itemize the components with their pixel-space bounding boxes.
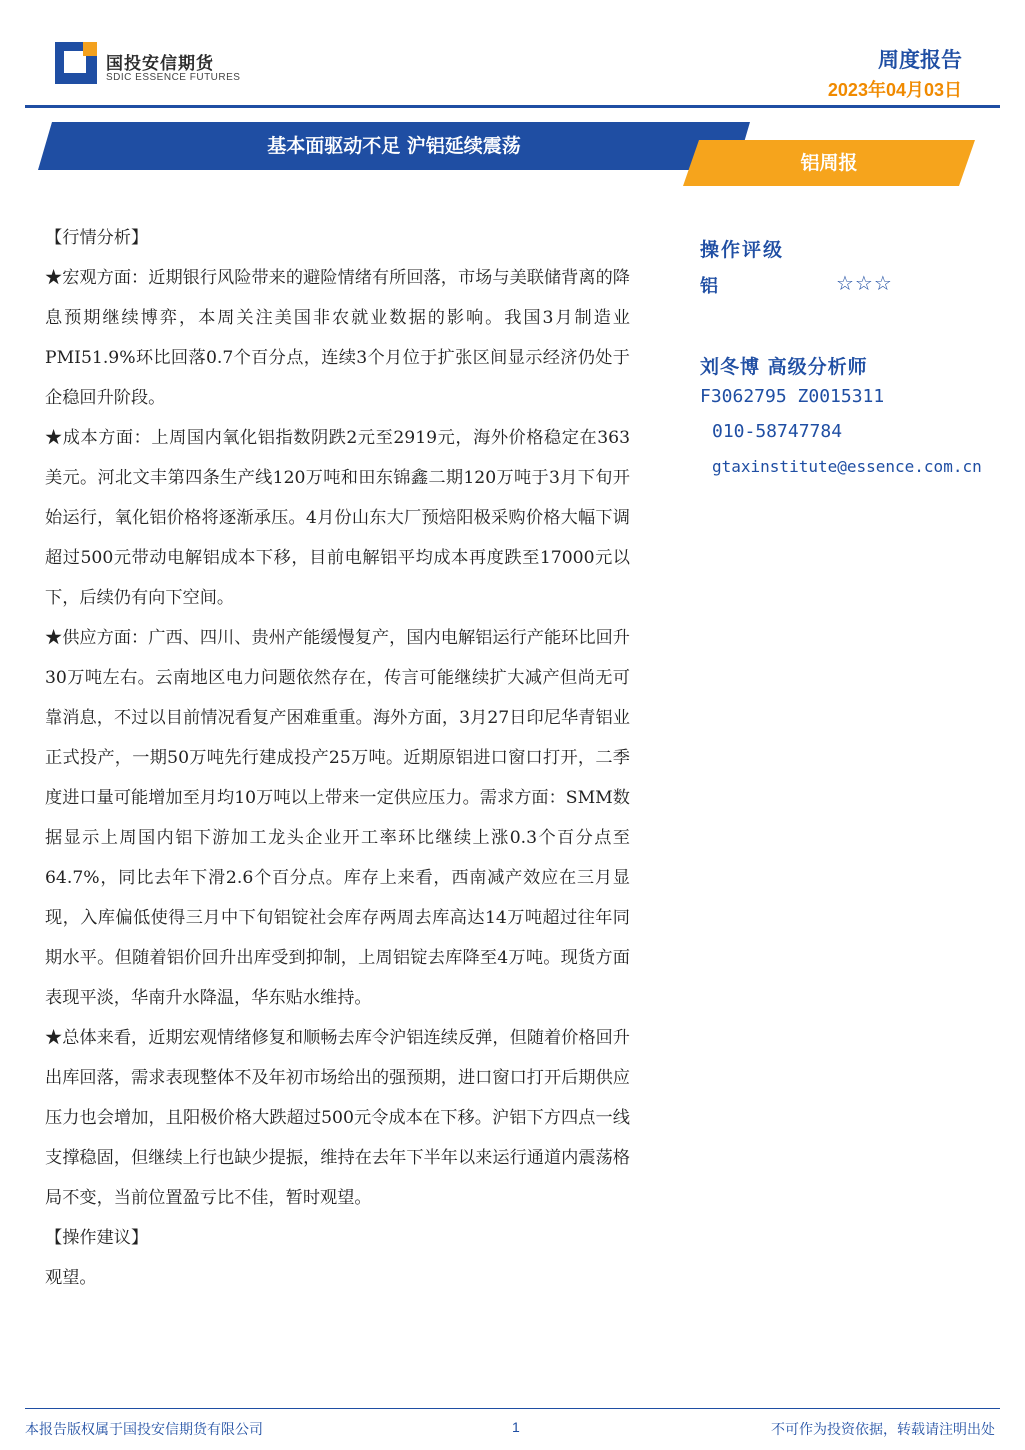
- main-content: [45, 218, 630, 1298]
- brand-name-en: SDIC ESSENCE FUTURES: [106, 72, 241, 83]
- logo-orange-square: [83, 42, 97, 56]
- section-heading-advice: 【操作建议】: [45, 1228, 149, 1248]
- rating-title: 操作评级: [700, 239, 785, 261]
- section-heading-market-analysis: 【行情分析】: [45, 228, 149, 248]
- brand-name-cn: 国投安信期货: [106, 54, 214, 74]
- analyst-email[interactable]: gtaxinstitute@essence.com.cn: [712, 457, 982, 476]
- footer-divider: [25, 1408, 1000, 1409]
- footer-disclaimer: 不可作为投资依据，转载请注明出处: [771, 1422, 995, 1438]
- company-logo: [55, 42, 97, 84]
- report-subtitle: 铝周报: [800, 152, 858, 174]
- report-date: 2023年04月03日: [827, 80, 962, 100]
- analyst-phone: 010-58747784: [712, 421, 843, 442]
- paragraph-overall: ★总体来看，近期宏观情绪修复和顺畅去库令沪铝连续反弹，但随着价格回升出库回落，需求表现整体不及年初市场给出的强预期，进口窗口打开后期供应压力也会增加，且阳极价格大跌超过500元令成本在下移。沪铝下方四点一线支撑稳固，但继续上行也缺少提振，维持在去年下半年以来运行通道内震荡格局不变，当前位置盈亏比不佳，暂时观望。: [45, 1028, 630, 1208]
- report-type: 周度报告: [878, 48, 962, 72]
- header-divider: [25, 105, 1000, 108]
- footer-copyright: 本报告版权属于国投安信期货有限公司: [25, 1422, 263, 1438]
- analyst-name: 刘冬博 高级分析师: [700, 356, 868, 378]
- paragraph-cost: ★成本方面：上周国内氧化铝指数阴跌2元至2919元，海外价格稳定在363美元。河北文丰第四条生产线120万吨和田东锦鑫二期120万吨于3月下旬开始运行，氧化铝价格将逐渐承压。4月份山东大厂预焙阳极采购价格大幅下调超过500元带动电解铝成本下移，目前电解铝平均成本再度跌至17000元以下，后续仍有向下空间。: [45, 428, 630, 608]
- rating-stars: ☆☆☆: [836, 271, 893, 295]
- page-number: 1: [512, 1419, 520, 1435]
- paragraph-supply: ★供应方面：广西、四川、贵州产能缓慢复产，国内电解铝运行产能环比回升30万吨左右。云南地区电力问题依然存在，传言可能继续扩大减产但尚无可靠消息，不过以目前情况看复产困难重重。海外方面，3月27日印尼华青铝业正式投产，一期50万吨先行建成投产25万吨。近期原铝进口窗口打开，二季度进口量可能增加至月均10万吨以上带来一定供应压力。需求方面：SMM数据显示上周国内铝下游加工龙头企业开工率环比继续上涨0.3个百分点至64.7%，同比去年下滑2.6个百分点。库存上来看，西南减产效应在三月显现，入库偏低使得三月中下旬铝锭社会库存两周去库高达14万吨超过往年同期水平。但随着铝价回升出库受到抑制，上周铝锭去库降至4万吨。现货方面表现平淡，华南升水降温，华东贴水维持。: [45, 628, 630, 1008]
- paragraph-macro: ★宏观方面：近期银行风险带来的避险情绪有所回落，市场与美联储背离的降息预期继续博弈，本周关注美国非农就业数据的影响。我国3月制造业PMI51.9%环比回落0.7个百分点，连续3个月位于扩张区间显示经济仍处于企稳回升阶段。: [45, 268, 630, 408]
- report-title: 基本面驱动不足 沪铝延续震荡: [267, 135, 521, 157]
- analyst-license: F3062795 Z0015311: [700, 386, 885, 407]
- rating-commodity: 铝: [700, 276, 718, 297]
- paragraph-advice: 观望。: [45, 1268, 97, 1288]
